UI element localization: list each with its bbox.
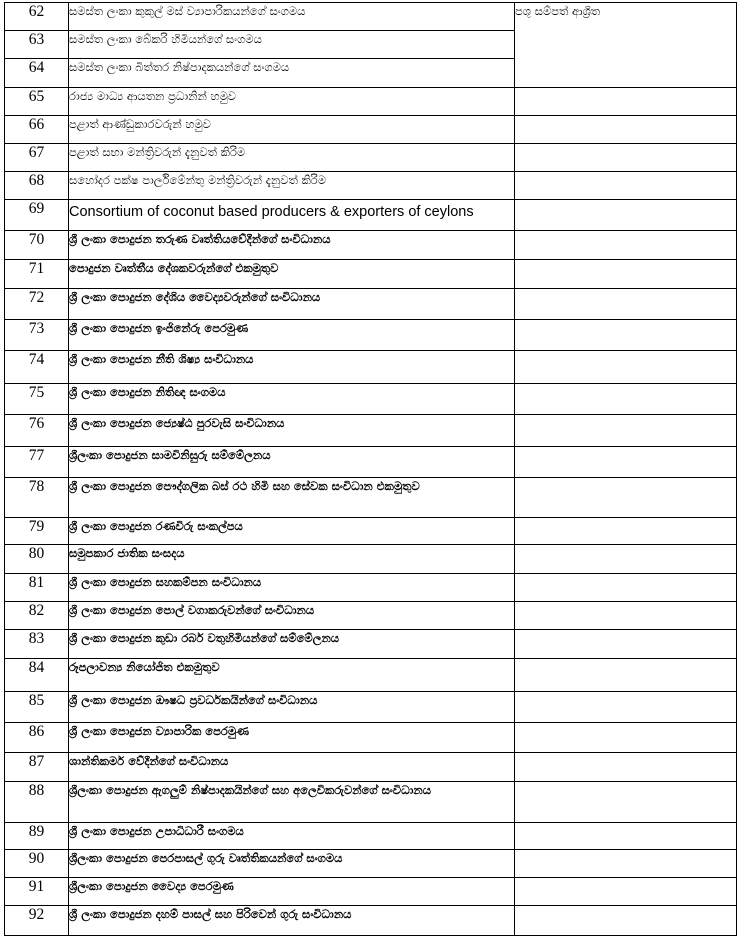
organization-name: ශ්‍රී ලංකා පොදුජන උපාධිධාරී සංගමය	[69, 823, 515, 850]
table-row	[5, 320, 737, 351]
table-row	[5, 172, 737, 200]
category-cell-empty	[515, 116, 737, 144]
organization-name: ශ්‍රීලංකා පොදුජන සාමවිනිසුරු සම්මේලනය	[69, 447, 515, 478]
organization-name: ශ්‍රී ලංකා පොදුජන කුඩා රබර් වතුහිමියන්ගේ සම්මේලනය	[69, 630, 515, 659]
organization-name: රාජ්‍ය මාධ්‍ය ආයතන ප්‍රධානින් හමුව	[69, 88, 515, 116]
table-row	[5, 88, 737, 116]
category-cell-empty	[515, 782, 737, 823]
organization-name: ශාන්තිකර්ම වේදීන්ගේ සංවිධානය	[69, 753, 515, 782]
table-row	[5, 231, 737, 260]
table-row	[5, 602, 737, 630]
organization-name: ශ්‍රීලංකා පොදුජන වෛද්‍ය පෙරමුණ	[69, 878, 515, 906]
row-number: 82	[5, 602, 69, 630]
organization-name: ශ්‍රී ලංකා පොදුජන පෞද්ගලික බස් රථ හිමි සහ සේවක සංවිධාන එකමුතුව	[69, 478, 515, 518]
organization-name: ශ්‍රී ලංකා පොදුජන ජ්‍යෙෂ්ඨ පුරවැසි සංවිධානය	[69, 415, 515, 447]
table-row	[5, 823, 737, 850]
organization-name: පොදුජන වෘත්තීය දේශකවරුන්ගේ එකමුතුව	[69, 260, 515, 289]
row-number: 62	[5, 3, 69, 31]
table-row	[5, 144, 737, 172]
organizations-table-body	[5, 3, 737, 936]
organization-name: ශ්‍රී ලංකා පොදුජන රණවිරු සංකල්පය	[69, 518, 515, 545]
category-cell-empty	[515, 574, 737, 602]
row-number: 67	[5, 144, 69, 172]
row-number: 80	[5, 545, 69, 574]
row-number: 77	[5, 447, 69, 478]
table-row	[5, 782, 737, 823]
row-number: 79	[5, 518, 69, 545]
organization-name: සමුපකාර ජාතික සංසදය	[69, 545, 515, 574]
category-cell-empty	[515, 753, 737, 782]
organization-name: පළාත් සභා මන්ත්‍රිවරුන් දැනුවත් කිරිම	[69, 144, 515, 172]
table-row	[5, 692, 737, 723]
category-cell-empty	[515, 723, 737, 753]
category-cell-empty	[515, 144, 737, 172]
row-number: 68	[5, 172, 69, 200]
row-number: 75	[5, 384, 69, 415]
row-number: 87	[5, 753, 69, 782]
row-number: 90	[5, 850, 69, 878]
table-row	[5, 574, 737, 602]
category-cell-empty	[515, 692, 737, 723]
organizations-table	[4, 2, 737, 936]
category-cell-empty	[515, 320, 737, 351]
table-row	[5, 200, 737, 231]
organization-name: පළාත් ආණ්ඩුකාරවරුන් හමුව	[69, 116, 515, 144]
organization-name: ශ්‍රී ලංකා පොදුජන දහම් පාසල් සහ පිරිවෙන් ගුරු සංවිධානය	[69, 906, 515, 936]
row-number: 65	[5, 88, 69, 116]
table-row	[5, 415, 737, 447]
organization-name: ශ්‍රී ලංකා පොදුජන නිතිඥ සංගමය	[69, 384, 515, 415]
table-row	[5, 723, 737, 753]
category-cell-empty	[515, 231, 737, 260]
row-number: 71	[5, 260, 69, 289]
row-number: 66	[5, 116, 69, 144]
row-number: 64	[5, 59, 69, 88]
category-cell-empty	[515, 88, 737, 116]
row-number: 91	[5, 878, 69, 906]
row-number: 84	[5, 659, 69, 692]
table-row	[5, 447, 737, 478]
row-number: 85	[5, 692, 69, 723]
category-cell-empty	[515, 545, 737, 574]
row-number: 69	[5, 200, 69, 231]
category-cell-empty	[515, 659, 737, 692]
table-row	[5, 545, 737, 574]
category-cell-empty	[515, 447, 737, 478]
category-cell-empty	[515, 602, 737, 630]
table-row	[5, 630, 737, 659]
category-cell: පශු සම්පත් ආශ්‍රිත	[515, 3, 737, 88]
organization-name: සමස්ත ලංකා බේකරි හිමියන්ගේ සංගමය	[69, 31, 515, 59]
organization-name: රූපලාවන්‍ය නියෝජිත එකමුතුව	[69, 659, 515, 692]
category-cell-empty	[515, 478, 737, 518]
category-cell-empty	[515, 260, 737, 289]
category-cell-empty	[515, 384, 737, 415]
organization-name: සමස්ත ලංකා බිත්තර නිෂ්පාදකයන්ගේ සංගමය	[69, 59, 515, 88]
category-cell-empty	[515, 415, 737, 447]
organization-name: ශ්‍රී ලංකා පොදුජන පොල් වගාකරුවන්ගේ සංවිධානය	[69, 602, 515, 630]
table-row	[5, 478, 737, 518]
row-number: 86	[5, 723, 69, 753]
row-number: 92	[5, 906, 69, 936]
organization-name: ශ්‍රී ලංකා පොදුජන ඉංජිනේරු පෙරමුණ	[69, 320, 515, 351]
row-number: 89	[5, 823, 69, 850]
category-cell-empty	[515, 518, 737, 545]
table-row	[5, 3, 737, 31]
organization-name: ශ්‍රී ලංකා පොදුජන දේශිය වෛද්‍යවරුන්ගේ සංවිධානය	[69, 289, 515, 320]
category-cell-empty	[515, 289, 737, 320]
row-number: 73	[5, 320, 69, 351]
organization-name: ශ්‍රීලංකා පොදුජන ඇගලුම් නිෂ්පාදකයින්ගේ සහ අලෙවිකරුවන්ගේ සංවිධානය	[69, 782, 515, 823]
category-cell-empty	[515, 906, 737, 936]
row-number: 78	[5, 478, 69, 518]
row-number: 81	[5, 574, 69, 602]
organization-name: ශ්‍රී ලංකා පොදුජන තරුණ වෘත්තියවේදීන්ගේ සංවිධානය	[69, 231, 515, 260]
table-row	[5, 351, 737, 384]
table-row	[5, 753, 737, 782]
table-row	[5, 289, 737, 320]
table-row	[5, 906, 737, 936]
row-number: 72	[5, 289, 69, 320]
category-cell-empty	[515, 200, 737, 231]
table-row	[5, 260, 737, 289]
organization-name: ශ්‍රීලංකා පොදුජන පෙරපාසල් ගුරු වෘත්තිකයන්ගේ සංගමය	[69, 850, 515, 878]
table-row	[5, 116, 737, 144]
organization-name: සහෝදර පක්ෂ පාර්ලිමේන්තු මන්ත්‍රිවරුන් දැනුවත් කිරිම	[69, 172, 515, 200]
row-number: 83	[5, 630, 69, 659]
table-row	[5, 518, 737, 545]
category-cell-empty	[515, 630, 737, 659]
row-number: 76	[5, 415, 69, 447]
organization-name: සමස්ත ලංකා කුකුල් මස් ව්‍යාපාරිකයන්ගේ සංගමය	[69, 3, 515, 31]
category-cell-empty	[515, 878, 737, 906]
organization-name: ශ්‍රී ලංකා පොදුජන ව්‍යාපාරික පෙරමුණ	[69, 723, 515, 753]
organization-name: Consortium of coconut based producers & exporters of ceylons	[69, 200, 515, 231]
organization-name: ශ්‍රී ලංකා පොදුජන සහකම්පන සංවිධානය	[69, 574, 515, 602]
row-number: 63	[5, 31, 69, 59]
organization-name: ශ්‍රී ලංකා පොදුජන ඖෂධ ප්‍රවර්ධකයින්ගේ සංවිධානය	[69, 692, 515, 723]
row-number: 74	[5, 351, 69, 384]
row-number: 88	[5, 782, 69, 823]
table-row	[5, 659, 737, 692]
category-cell-empty	[515, 172, 737, 200]
category-cell-empty	[515, 823, 737, 850]
table-row	[5, 384, 737, 415]
category-cell-empty	[515, 351, 737, 384]
row-number: 70	[5, 231, 69, 260]
table-row	[5, 850, 737, 878]
category-cell-empty	[515, 850, 737, 878]
organization-name: ශ්‍රී ලංකා පොදුජන නීති ශිෂ්‍ය සංවිධානය	[69, 351, 515, 384]
table-row	[5, 878, 737, 906]
